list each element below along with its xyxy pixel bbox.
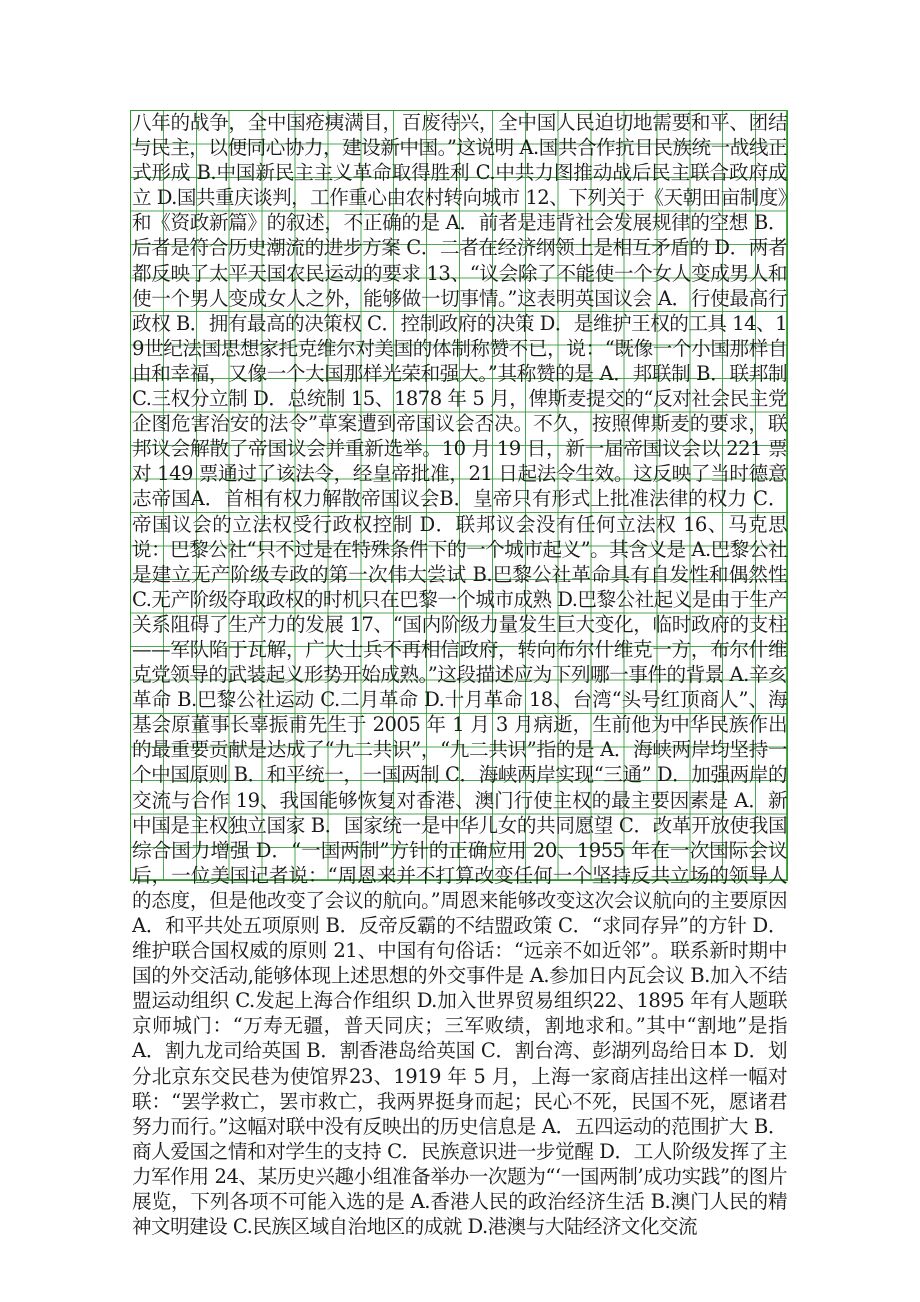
- document-body-text: 八年的战争，全中国疮痍满目，百废待兴，全中国人民迫切地需要和平、团结与民主，以便同心协力，建设新中国。”这说明 A.国共合作抗日民族统一战线正式形成 B.中国新民主主义革命取得胜利 C.中共力图推动战后民主联合政府成立 D.国共重庆谈判，工作重心由农村转向城市 12、下列关于《天朝田亩制度》和《资政新篇》的叙述，不正确的是 A．前者是违背社会发展规律的空想 B．后者是符合历史潮流的进步方案 C．二者在经济纲领上是相互矛盾的 D．两者都反映了太平天国农民运动的要求 13、“议会除了不能使一个女人变成男人和使一个男人变成女人之外，能够做一切事情。”这表明英国议会 A．行使最高行政权 B．拥有最高的决策权 C．控制政府的决策 D．是维护王权的工具 14、19世纪法国思想家托克维尔对美国的体制称赞不已，说：“既像一个小国那样自由和幸福，又像一个大国那样光荣和强大。”其称赞的是 A．邦联制 B．联邦制 C.三权分立制 D．总统制 15、1878 年 5 月，俾斯麦提交的“反对社会民主党企图危害治安的法令”草案遭到帝国议会否决。不久，按照俾斯麦的要求，联邦议会解散了帝国议会并重新选举。10 月 19 日，新一届帝国议会以 221 票对 149 票通过了该法令，经皇帝批准，21 日起法令生效。这反映了当时德意志帝国A．首相有权力解散帝国议会B．皇帝只有形式上批准法律的权力 C．帝国议会的立法权受行政权控制 D．联邦议会没有任何立法权 16、马克思说：巴黎公社“只不过是在特殊条件下的一个城市起义”。其含义是 A.巴黎公社是建立无产阶级专政的第一次伟大尝试 B.巴黎公社革命具有自发性和偶然性 C.无产阶级夺取政权的时机只在巴黎一个城市成熟 D.巴黎公社起义是由于生产关系阻碍了生产力的发展 17、“国内阶级力量发生巨大变化，临时政府的支柱——军队陷于瓦解，广大士兵不再相信政府，转向布尔什维克一方，布尔什维克党领导的武装起义形势开始成熟。”这段描述应为下列哪一事件的背景 A.辛亥革命 B.巴黎公社运动 C.二月革命 D.十月革命 18、台湾“头号红顶商人”、海基会原董事长辜振甫先生于 2005 年 1 月 3 月病逝，生前他为中华民族作出的最重要贡献是达成了“九二共识”，“九二共识”指的是 A．海峡两岸均坚持一个中国原则 B．和平统一，一国两制 C．海峡两岸实现“三通” D．加强两岸的交流与合作 19、我国能够恢复对香港、澳门行使主权的最主要因素是 A．新中国是主权独立国家 B．国家统一是中华儿女的共同愿望 C．改革开放使我国综合国力增强 D．“一国两制”方针的正确应用 20、1955 年在一次国际会议后，一位美国记者说：“周恩来并不打算改变任何一个坚持反共立场的领导人的态度，但是他改变了会议的航向。”周恩来能够改变这次会议航向的主要原因A．和平共处五项原则 B．反帝反霸的不结盟政策 C．“求同存异”的方针 D．维护联合国权威的原则 21、中国有句俗话：“远亲不如近邻”。联系新时期中国的外交活动,能够体现上述思想的外交事件是 A.参加日内瓦会议 B.加入不结盟运动组织 C.发起上海合作组织 D.加入世界贸易组织22、1895 年有人题联京师城门：“万寿无疆，普天同庆；三军败绩，割地求和。”其中“割地”是指 A．割九龙司给英国 B．割香港岛给英国 C．割台湾、彭湖列岛给日本 D．划分北京东交民巷为使馆界23、1919 年 5 月，上海一家商店挂出这样一幅对联：“罢学救亡，罢市救亡，我两界挺身而起；民心不死，民国不死，愿诸君努力而行。”这幅对联中没有反映出的历史信息是 A．五四运动的范围扩大 B．商人爱国之情和对学生的支持 C．民族意识进一步觉醒 D．工人阶级发挥了主力军作用 24、某历史兴趣小组准备举办一次题为“‘一国两制’成功实践”的图片展览，下列各项不可能入选的是 A.香港人民的政治经济生活 B.澳门人民的精神文明建设 C.民族区域自治地区的成就 D.港澳与大陆经济文化交流: [132, 111, 787, 1239]
